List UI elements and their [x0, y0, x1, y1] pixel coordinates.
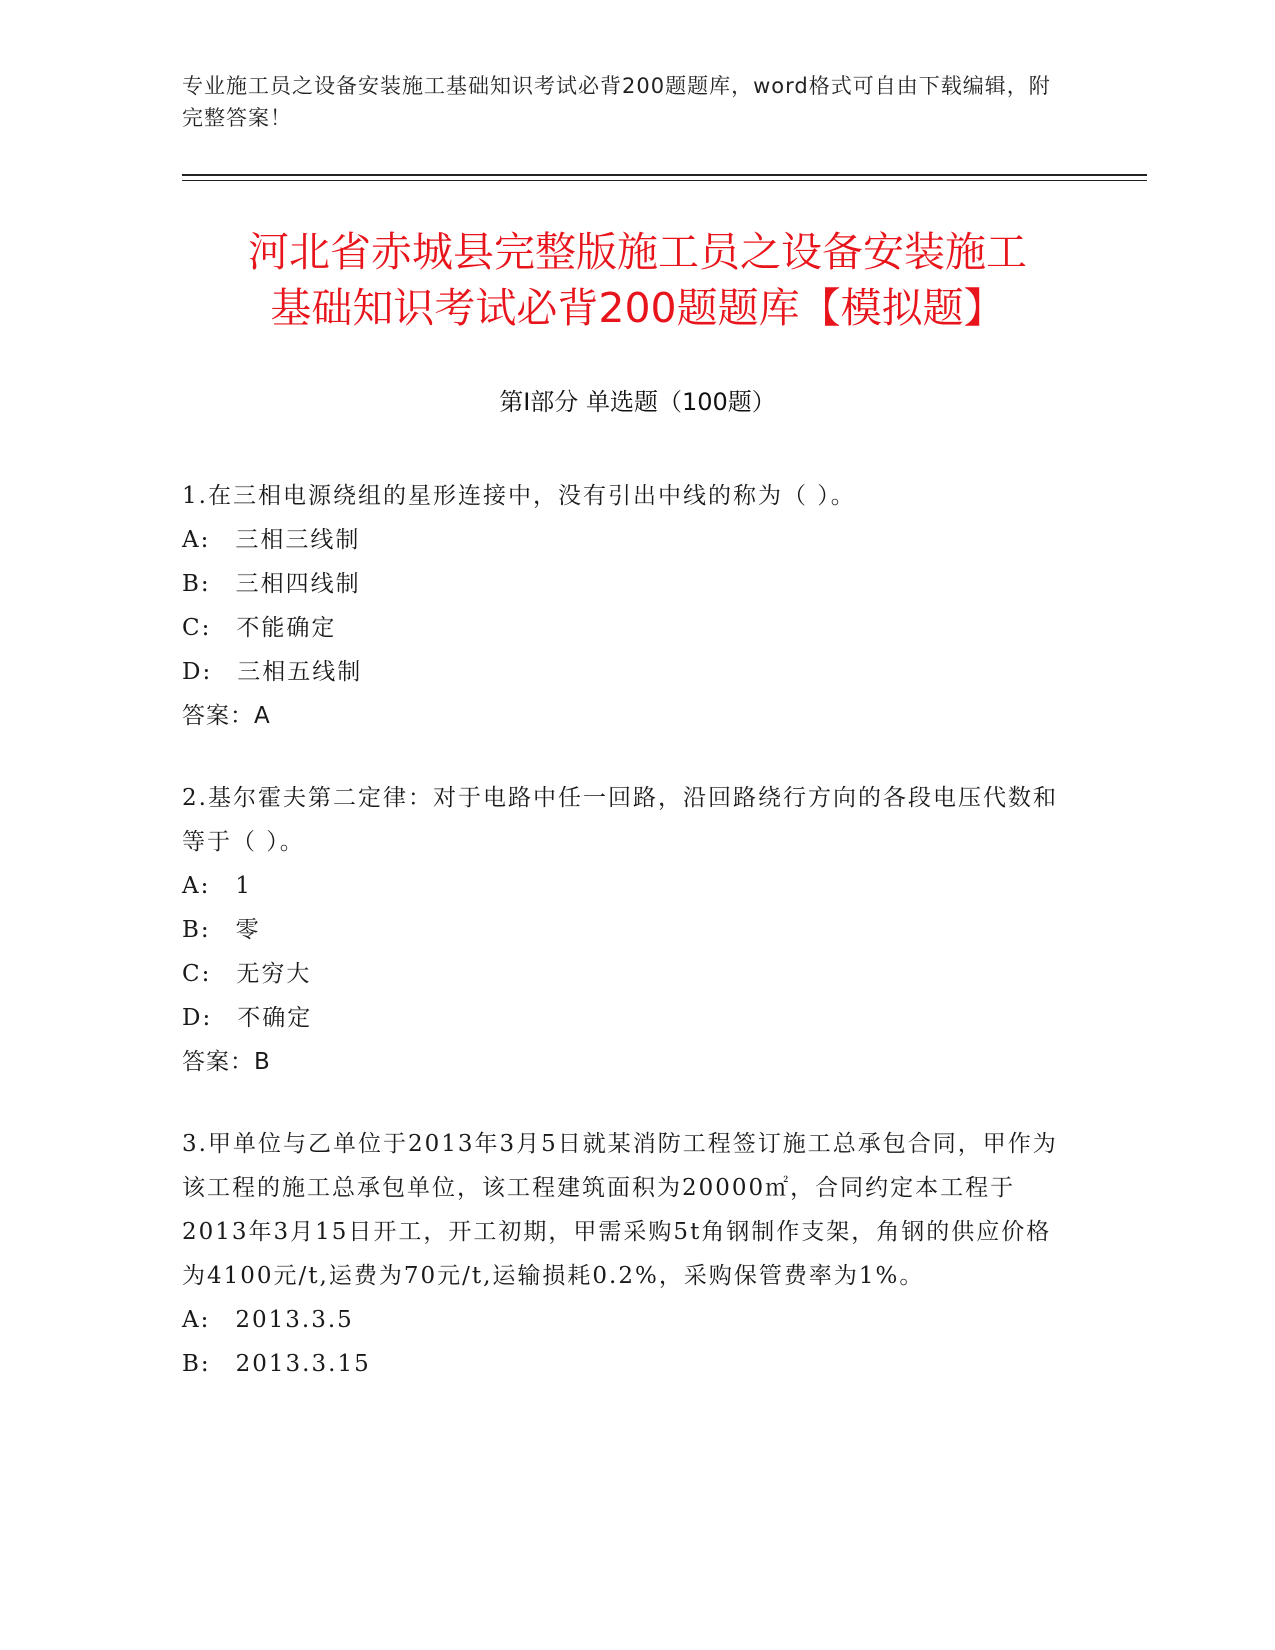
- header-divider-thick: [182, 174, 1147, 176]
- answer-line: 答案：B: [182, 1049, 271, 1075]
- question-stem: 3.甲单位与乙单位于2013年3月5日就某消防工程签订施工总承包合同，甲作为该工程的施工总承包单位，该工程建筑面积为20000㎡，合同约定本工程于2013年3月15日开工，开工初期，甲需采购5t角钢制作支架，角钢的供应价格为4100元/t,运费为70元/t,运输损耗0.2%，采购保管费率为1%。: [182, 1131, 1058, 1289]
- option-d: D: 不确定: [182, 1005, 313, 1031]
- question-2: [182, 776, 1072, 1084]
- option-b: B: 2013.3.15: [182, 1351, 371, 1377]
- document-title: [150, 224, 1125, 336]
- question-3: [182, 1122, 1072, 1386]
- question-stem: 1.在三相电源绕组的星形连接中，没有引出中线的称为（ ）。: [182, 483, 856, 509]
- header-divider-thin: [182, 180, 1147, 181]
- option-a: A: 三相三线制: [182, 527, 361, 553]
- document-title-line-2: 基础知识考试必背200题题库【模拟题】: [270, 284, 1005, 332]
- header-note: 专业施工员之设备安装施工基础知识考试必背200题题库，word格式可自由下载编辑，附完整答案！: [182, 74, 1051, 130]
- option-b: B: 三相四线制: [182, 571, 361, 597]
- question-1: [182, 474, 1072, 738]
- option-a: A: 1: [182, 873, 252, 899]
- option-c: C: 不能确定: [182, 615, 337, 641]
- option-a: A: 2013.3.5: [182, 1307, 354, 1333]
- document-title-line-1: 河北省赤城县完整版施工员之设备安装施工: [248, 228, 1027, 276]
- option-c: C: 无穷大: [182, 961, 312, 987]
- option-d: D: 三相五线制: [182, 659, 363, 685]
- option-b: B: 零: [182, 917, 261, 943]
- answer-line: 答案：A: [182, 703, 271, 729]
- question-list: [182, 474, 1072, 1424]
- question-stem: 2.基尔霍夫第二定律：对于电路中任一回路，沿回路绕行方向的各段电压代数和等于（ ）。: [182, 785, 1058, 855]
- section-heading: 第I部分 单选题（100题）: [499, 388, 776, 416]
